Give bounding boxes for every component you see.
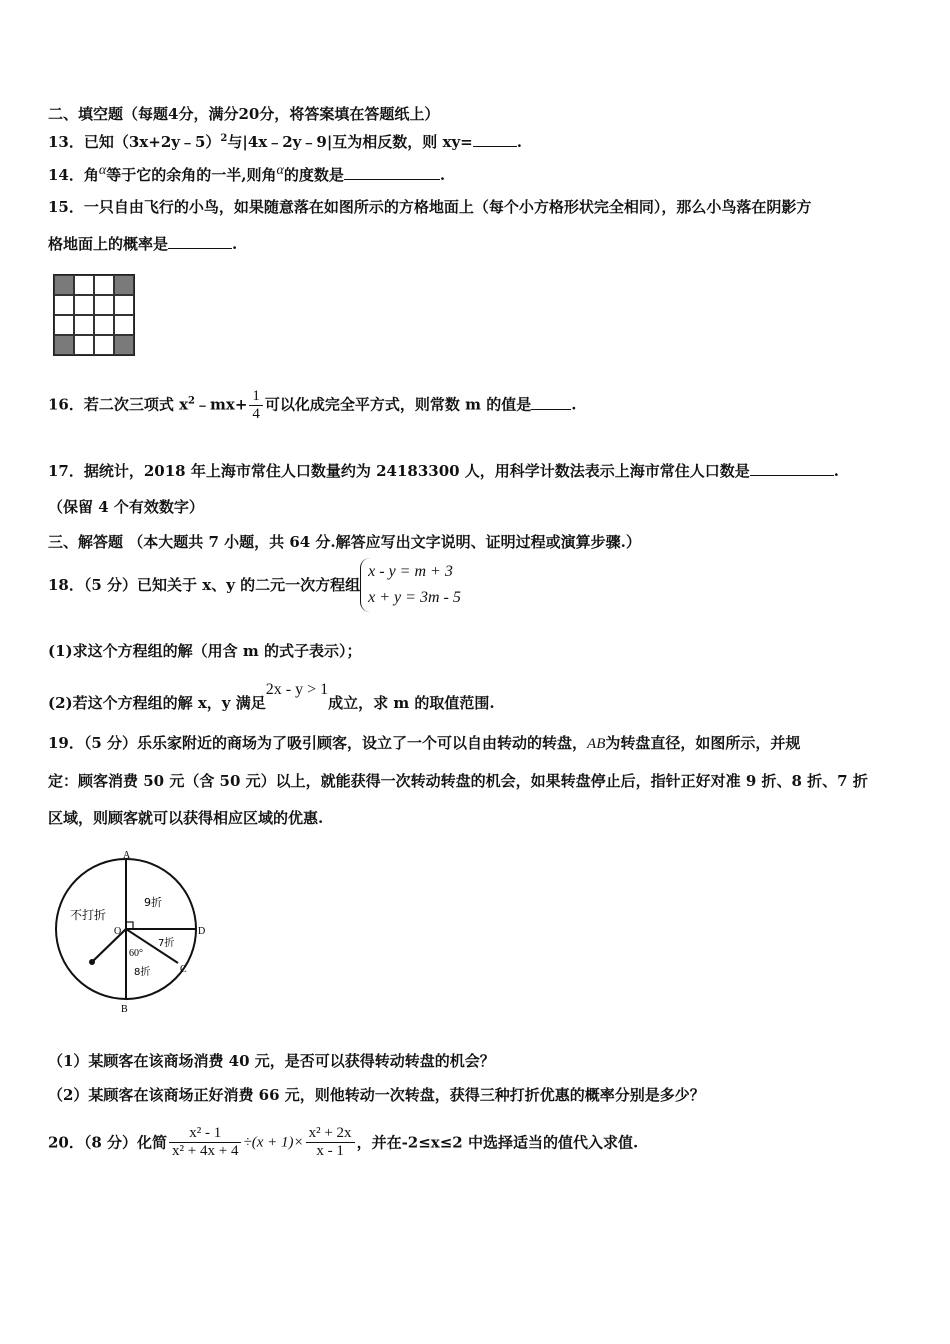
q16-fraction (249, 388, 263, 423)
section-2-heading: 二、填空题（每题4分，满分20分，将答案填在答题纸上） (48, 105, 440, 123)
q18-stem: 18．（5 分）已知关于 x、y 的二元一次方程组 (48, 576, 361, 594)
q20-f2-num: x² + 2x (306, 1125, 355, 1143)
grid-cell (94, 315, 114, 335)
q20-fraction-2 (306, 1125, 355, 1160)
grid-cell (94, 275, 114, 295)
q19-line1-pre: 19．（5 分）乐乐家附近的商场为了吸引顾客，设立了一个可以自由转动的转盘， (48, 734, 588, 752)
q19-spinner-wheel-figure (48, 848, 218, 1023)
question-16 (48, 388, 576, 423)
question-13 (48, 129, 522, 152)
grid-cell (74, 315, 94, 335)
question-19-line2: 定：顾客消费 50 元（含 50 元）以上，就能获得一次转动转盘的机会，如果转盘停止后，指针正好对准 9 折、8 折、7 折 (48, 772, 868, 790)
grid-cell (94, 295, 114, 315)
q18-eq2: x + y = 3m - 5 (368, 589, 461, 606)
question-14 (48, 161, 445, 185)
label-a: A (123, 850, 131, 861)
q14-answer-blank[interactable] (344, 165, 440, 180)
question-18 (48, 558, 461, 612)
question-17-line1 (48, 461, 839, 481)
q16-sup: 2 (188, 395, 196, 407)
q15-end: . (232, 235, 238, 253)
q19-ab: AB (587, 736, 606, 752)
grid-cell (54, 295, 74, 315)
q14-alpha-2: α (276, 163, 284, 178)
q16-end: . (571, 395, 577, 414)
q18-part2-post: 成立，求 m 的取值范围. (328, 694, 495, 712)
label-no-discount: 不打折 (70, 908, 107, 922)
q20-stem: 20．（8 分）化简 (48, 1133, 168, 1152)
q14-pre: 14．角 (48, 166, 99, 184)
q20-operator: ÷(x + 1)× (243, 1134, 304, 1151)
grid-cell-shaded (54, 275, 74, 295)
q20-f2-den: x - 1 (316, 1143, 344, 1159)
q18-part2-pre: (2)若这个方程组的解 x，y 满足 (48, 694, 266, 712)
q20-f1-num: x² - 1 (169, 1125, 241, 1143)
question-15-line1: 15．一只自由飞行的小鸟，如果随意落在如图所示的方格地面上（每个小方格形状完全相同），那么小鸟落在阴影方 (48, 198, 812, 216)
question-18-part1: (1)求这个方程组的解（用含 m 的式子表示）； (48, 642, 362, 660)
q16-frac-den: 4 (252, 406, 260, 422)
q17-answer-blank[interactable] (750, 461, 834, 476)
question-18-part2 (48, 680, 495, 713)
q13-post: 与|4x﹣2y﹣9|互为相反数，则 xy= (227, 133, 473, 151)
grid-cell (74, 335, 94, 355)
label-o: O (114, 926, 122, 937)
question-19-line3: 区域，则顾客就可以获得相应区域的优惠. (48, 809, 324, 827)
q15-square-grid-figure (53, 274, 135, 356)
question-20 (48, 1125, 638, 1160)
grid-cell-shaded (114, 335, 134, 355)
q14-end: . (439, 166, 446, 184)
q18-equation-system (360, 558, 461, 612)
q20-fraction-1 (169, 1125, 241, 1160)
question-15-line2 (48, 234, 237, 254)
grid-cell-shaded (54, 335, 74, 355)
label-eight: 8折 (134, 967, 151, 978)
label-c: C (180, 964, 187, 975)
q19-line1-post: 为转盘直径，如图所示，并规 (605, 734, 801, 752)
pointer-tip (89, 959, 95, 965)
q16-post: 可以化成完全平方式，则常数 m 的值是 (264, 395, 532, 414)
question-17-line2: （保留 4 个有效数字） (48, 498, 204, 516)
q13-answer-blank[interactable] (473, 132, 517, 147)
q15-line2-text: 格地面上的概率是 (48, 235, 169, 253)
q18-eq1: x - y = m + 3 (368, 563, 453, 580)
q16-mid: ﹣mx+ (195, 395, 248, 414)
label-angle: 60° (129, 948, 143, 959)
grid-cell (114, 315, 134, 335)
q20-f1-den: x² + 4x + 4 (172, 1143, 239, 1159)
grid-cell (74, 295, 94, 315)
label-d: D (198, 926, 206, 937)
q13-sup: 2 (220, 133, 228, 144)
right-angle-mark (126, 922, 133, 929)
grid-cell-shaded (114, 275, 134, 295)
section-3-heading: 三、解答题 （本大题共 7 小题，共 64 分.解答应写出文字说明、证明过程或演算步骤.） (48, 533, 641, 551)
q14-mid: 等于它的余角的一半,则角 (106, 166, 277, 184)
q16-frac-num: 1 (249, 388, 263, 406)
q18-condition: 2x - y > 1 (265, 681, 329, 698)
question-19-sub2: （2）某顾客在该商场正好消费 66 元，则他转动一次转盘，获得三种打折优惠的概率分别是多少？ (48, 1086, 705, 1104)
label-nine: 9折 (144, 896, 162, 909)
question-19-sub1: （1）某顾客在该商场消费 40 元，是否可以获得转动转盘的机会？ (48, 1052, 495, 1070)
grid-cell (114, 295, 134, 315)
q13-end: . (516, 133, 522, 151)
grid-cell (94, 335, 114, 355)
grid-cell (54, 315, 74, 335)
q14-post: 的度数是 (283, 166, 344, 184)
grid-cell (74, 275, 94, 295)
q17-line1-text: 17．据统计，2018 年上海市常住人口数量约为 24183300 人，用科学计数法表示上海市常住人口数是 (48, 462, 750, 480)
label-b: B (121, 1004, 128, 1015)
question-19-line1 (48, 733, 800, 754)
q17-end: . (833, 462, 840, 480)
label-seven: 7折 (158, 938, 175, 949)
q13-pre: 13．已知（3x+2y﹣5） (48, 133, 221, 151)
q14-alpha-1: α (98, 163, 107, 178)
q15-answer-blank[interactable] (168, 234, 232, 249)
q20-post: ，并在-2≤x≤2 中选择适当的值代入求值. (356, 1133, 639, 1152)
q16-answer-blank[interactable] (531, 395, 571, 410)
q16-pre: 16．若二次三项式 x (48, 395, 189, 414)
